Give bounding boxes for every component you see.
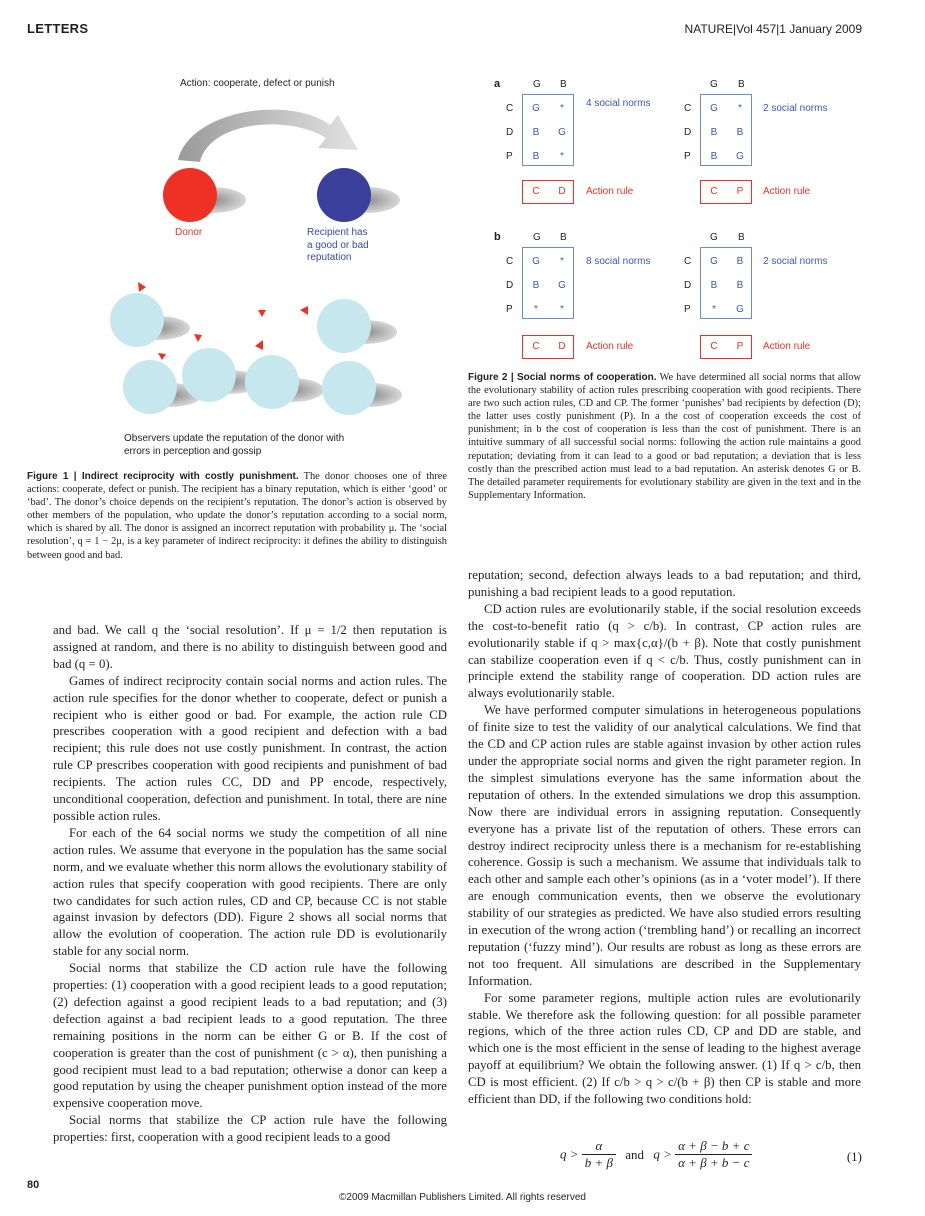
observer-circle [317,299,371,353]
eq-num-1: α [582,1138,616,1155]
eq-fraction-1 [582,1138,616,1171]
panel-b-label: b [494,231,501,243]
figure-1-text: The donor chooses one of three actions: cooperate, defect or punish. The recipient has a binary reputation, which is either ‘good’ or ‘bad’. The donor’s choice depends on the recipient’s reputation. The donor’s action is observed by other members of the population, who update the donor’s reputation according to a social norm, which is shared by all. The donor is assigned an incorrect reputation with probability μ. The ‘social resolution’, q = 1 − 2μ, is a key parameter of indirect reciprocity: it defines the ability to distinguish between good and bad. [27,471,447,561]
observer-circle [182,348,236,402]
col-header-g: G [533,232,541,243]
row-p: P [684,304,691,315]
col-header-b: B [738,79,745,90]
action-label: Action: cooperate, defect or punish [180,78,335,89]
norm-cell: * [560,103,564,114]
rule-cell: P [736,186,744,197]
norm-cell: * [560,304,564,315]
figure-1-graphic [100,70,455,450]
norm-cell: G [558,127,566,138]
panel-a-label: a [494,78,501,90]
left-column [53,622,447,1146]
figure-1-caption [27,470,447,562]
paragraph: Social norms that stabilize the CP action rule have the following properties: first, cooperation with a good recipient leads to a good [53,1113,447,1145]
figure-1 [100,70,455,460]
norm-cell: G [736,151,744,162]
figure-2-title: Figure 2 | Social norms of cooperation. [468,372,657,383]
norm-cell: G [710,103,718,114]
paragraph: Games of indirect reciprocity contain social norms and action rules. The action rule specifies for the donor whether to cooperate, defect or punish a recipient who is either good or bad. For example, the action rule CD prescribes cooperation with a good recipient and defection with a bad recipient; this rule does not use costly punishment. In contrast, the action rule CP prescribes cooperation with good recipients and punishment of bad recipients. The action rules CC, DD and PP encode, respectively, unconditional cooperation, defection and punishment. In total, there are nine possible action rules. [53,673,447,823]
row-c: C [684,256,692,267]
col-header-g: G [710,232,718,243]
figure-1-title: Figure 1 | Indirect reciprocity with costly punishment. [27,471,299,482]
norm-count: 2 social norms [763,256,828,267]
figure-2 [490,78,870,363]
paragraph: Social norms that stabilize the CD action rule have the following properties: (1) cooperation with a good recipient leads to a good reputation; (2) defection against a good recipient leads to a bad reputation; and (3) defection against a bad recipient leads to a good reputation. The three remaining positions in the norm can be either G or B. If the cost of cooperation is greater than the cost of punishment (c > α), then punishing a good recipient must lead to a bad reputation; otherwise a donor can keep a good reputation by using the cheaper punishment option instead of the more expensive cooperation move. [53,961,447,1111]
recipient-circle [317,168,371,222]
donor-circle [163,168,217,222]
section-label: LETTERS [27,21,89,36]
row-c: C [506,256,514,267]
row-d: D [506,280,514,291]
figure-2-text: We have determined all social norms that allow the evolutionary stability of action rules prescribing cooperation with good recipients. There are two such action rules, CD and CP. The former ‘punishes’ bad recipients by defection (D); the latter uses costly punishment (P). In a the cost of cooperation exceeds the cost of punishment; in b the cost of cooperation is less than the cost of punishment. There is an intuitive summary of all successful social norms: following the action rule maintains a good reputation; deviating from it can lead to a good or bad reputation; a deviation that is less costly than the prescribed action must lead to a bad reputation. An asterisk denotes G or B. The detailed parameter requirements for evolutionary stability are given in the text and in the Supplementary Information. [468,372,861,501]
journal-info: NATURE|Vol 457|1 January 2009 [684,22,862,36]
eq-lhs-1: q > [560,1146,579,1162]
observation-triangle [300,306,308,315]
eq-den-2: α + β + b − c [678,1155,750,1170]
norm-cell: * [560,256,564,267]
equation-1 [560,1138,862,1178]
norm-cell: * [560,151,564,162]
observer-circle [245,355,299,409]
paragraph: For some parameter regions, multiple action rules are evolutionarily stable. We therefore ask the following question: for all possible parameter regions, which of the three action rules CD, CP and DD are stable, and which one is the most efficient in the sense of leading to the highest average payoff at equilibrium? We obtain the following answer. (1) If q > c/b, then CD is most efficient. (2) If c/b > q > c/(b + β) then CP is stable and more efficient than DD, if the following two conditions hold: [468,990,861,1107]
norm-count: 8 social norms [586,256,651,267]
eq-number: (1) [846,1149,862,1164]
norm-cell: B [736,256,744,267]
row-p: P [506,304,513,315]
observers-label-line: Observers update the reputation of the donor with [124,433,345,444]
observer-circle [110,293,164,347]
row-c: C [506,103,514,114]
recipient-label [307,227,369,265]
rule-cell: C [532,186,540,197]
col-header-g: G [710,79,718,90]
figure-2-caption [468,371,861,502]
norm-cell: B [532,127,540,138]
recipient-label-line: a good or bad [307,239,369,251]
observation-triangle [158,353,166,360]
norm-cell: G [710,256,718,267]
observer-circle [322,361,376,415]
col-header-b: B [560,232,567,243]
norm-cell: B [532,151,540,162]
norm-cell: B [736,127,744,138]
eq-num-2: α + β − b + c [675,1138,752,1155]
norm-cell: * [534,304,538,315]
action-rule-label: Action rule [763,186,811,197]
observation-triangle [255,340,263,350]
col-header-b: B [560,79,567,90]
copyright: ©2009 Macmillan Publishers Limited. All rights reserved [339,1192,586,1203]
row-p: P [506,151,513,162]
row-d: D [684,280,692,291]
action-rule-label: Action rule [586,341,634,352]
col-header-b: B [738,232,745,243]
norm-cell: G [558,280,566,291]
eq-and: and [625,1146,645,1162]
rule-cell: C [710,186,718,197]
observer-circle [123,360,177,414]
paragraph: reputation; second, defection always leads to a bad reputation; and third, punishing a bad recipient leads to a good reputation. [468,568,861,599]
eq-den-1: b + β [584,1155,614,1170]
observers-label-line: errors in perception and gossip [124,445,262,457]
norm-count: 2 social norms [763,103,828,114]
right-column [468,567,861,1108]
norm-cell: G [532,256,540,267]
norm-cell: * [712,304,716,315]
norm-cell: B [710,280,718,291]
row-c: C [684,103,692,114]
norm-cell: B [710,127,718,138]
norm-count: 4 social norms [586,98,651,109]
rule-cell: D [558,186,566,197]
norm-cell: B [532,280,540,291]
observation-triangle [258,310,266,317]
norm-cell: G [736,304,744,315]
paragraph: CD action rules are evolutionarily stable, if the social resolution exceeds the cost-to-benefit ratio (q > c/b). In contrast, CP action rules are evolutionarily stable if q > max{c,α}/(b + β). Note that costly punishment can stabilize cooperation even if q < c/b. Thus, costly punishment can in principle extend the stability range of cooperation. DD action rules are always evolutionarily stable. [468,601,861,701]
norm-cell: B [736,280,744,291]
eq-fraction-2 [675,1138,752,1171]
paragraph: and bad. We call q the ‘social resolution’. If μ = 1/2 then reputation is assigned at random, and there is no ability to distinguish between good and bad (q = 0). [53,623,447,671]
observation-triangle [138,282,146,292]
rule-cell: P [736,341,744,352]
paragraph: For each of the 64 social norms we study the competition of all nine action rules. We assume that everyone in the population has the same social norm, and we evaluate whether this norm allows the evolutionary stability of action rules that specify cooperation with good recipients. There are only two candidates for such action rules, CD and CP, because CC is not stable against invasion by defectors (DD). Figure 2 shows all social norms that allow the evolution of cooperation. The action rule DD is evolutionarily stable for any social norm. [53,825,447,959]
norm-cell: * [738,103,742,114]
eq-lhs-2: q > [653,1146,672,1162]
action-rule-label: Action rule [763,341,811,352]
norm-cell: B [710,151,718,162]
action-rule-label: Action rule [586,186,634,197]
row-p: P [684,151,691,162]
observation-triangle [194,334,202,342]
recipient-label-line: Recipient has [307,227,368,238]
page-number: 80 [27,1179,40,1191]
paragraph: We have performed computer simulations in heterogeneous populations of finite size to test the validity of our analytical calculations. We find that the CD and CP action rules are stable against invasion by other action rules under the appropriate social norms and given the right parameter region. In the simplest simulations everyone has the same information about the reputation of others. In the extended simulations we drop this assumption. Now there are individual errors in assigning reputation. Consequently everyone has a private list of the reputation of others. These errors can destroy indirect reciprocity unless there is a mechanism for re-establishing coherence. Gossip is such a mechanism. We assume that individuals talk to each other and sample each other’s opinions (as in a ‘voter model’). If there are enough communication events, then we observe the evolutionary stability of our strategies as predicted. We have also studied errors resulting in execution of the wrong action (‘trembling hand’) or recalling an incorrect reputation (‘fuzzy mind’). Our results are robust as long as these errors are not too frequent. All simulations are described in the Supplementary Information. [468,703,861,988]
rule-cell: D [558,341,566,352]
observers-label [124,433,344,458]
rule-cell: C [710,341,718,352]
action-arrow [178,110,358,162]
row-d: D [506,127,514,138]
donor-label: Donor [175,227,203,238]
norm-cell: G [532,103,540,114]
rule-cell: C [532,341,540,352]
recipient-label-line: reputation [307,252,352,263]
col-header-g: G [533,79,541,90]
row-d: D [684,127,692,138]
